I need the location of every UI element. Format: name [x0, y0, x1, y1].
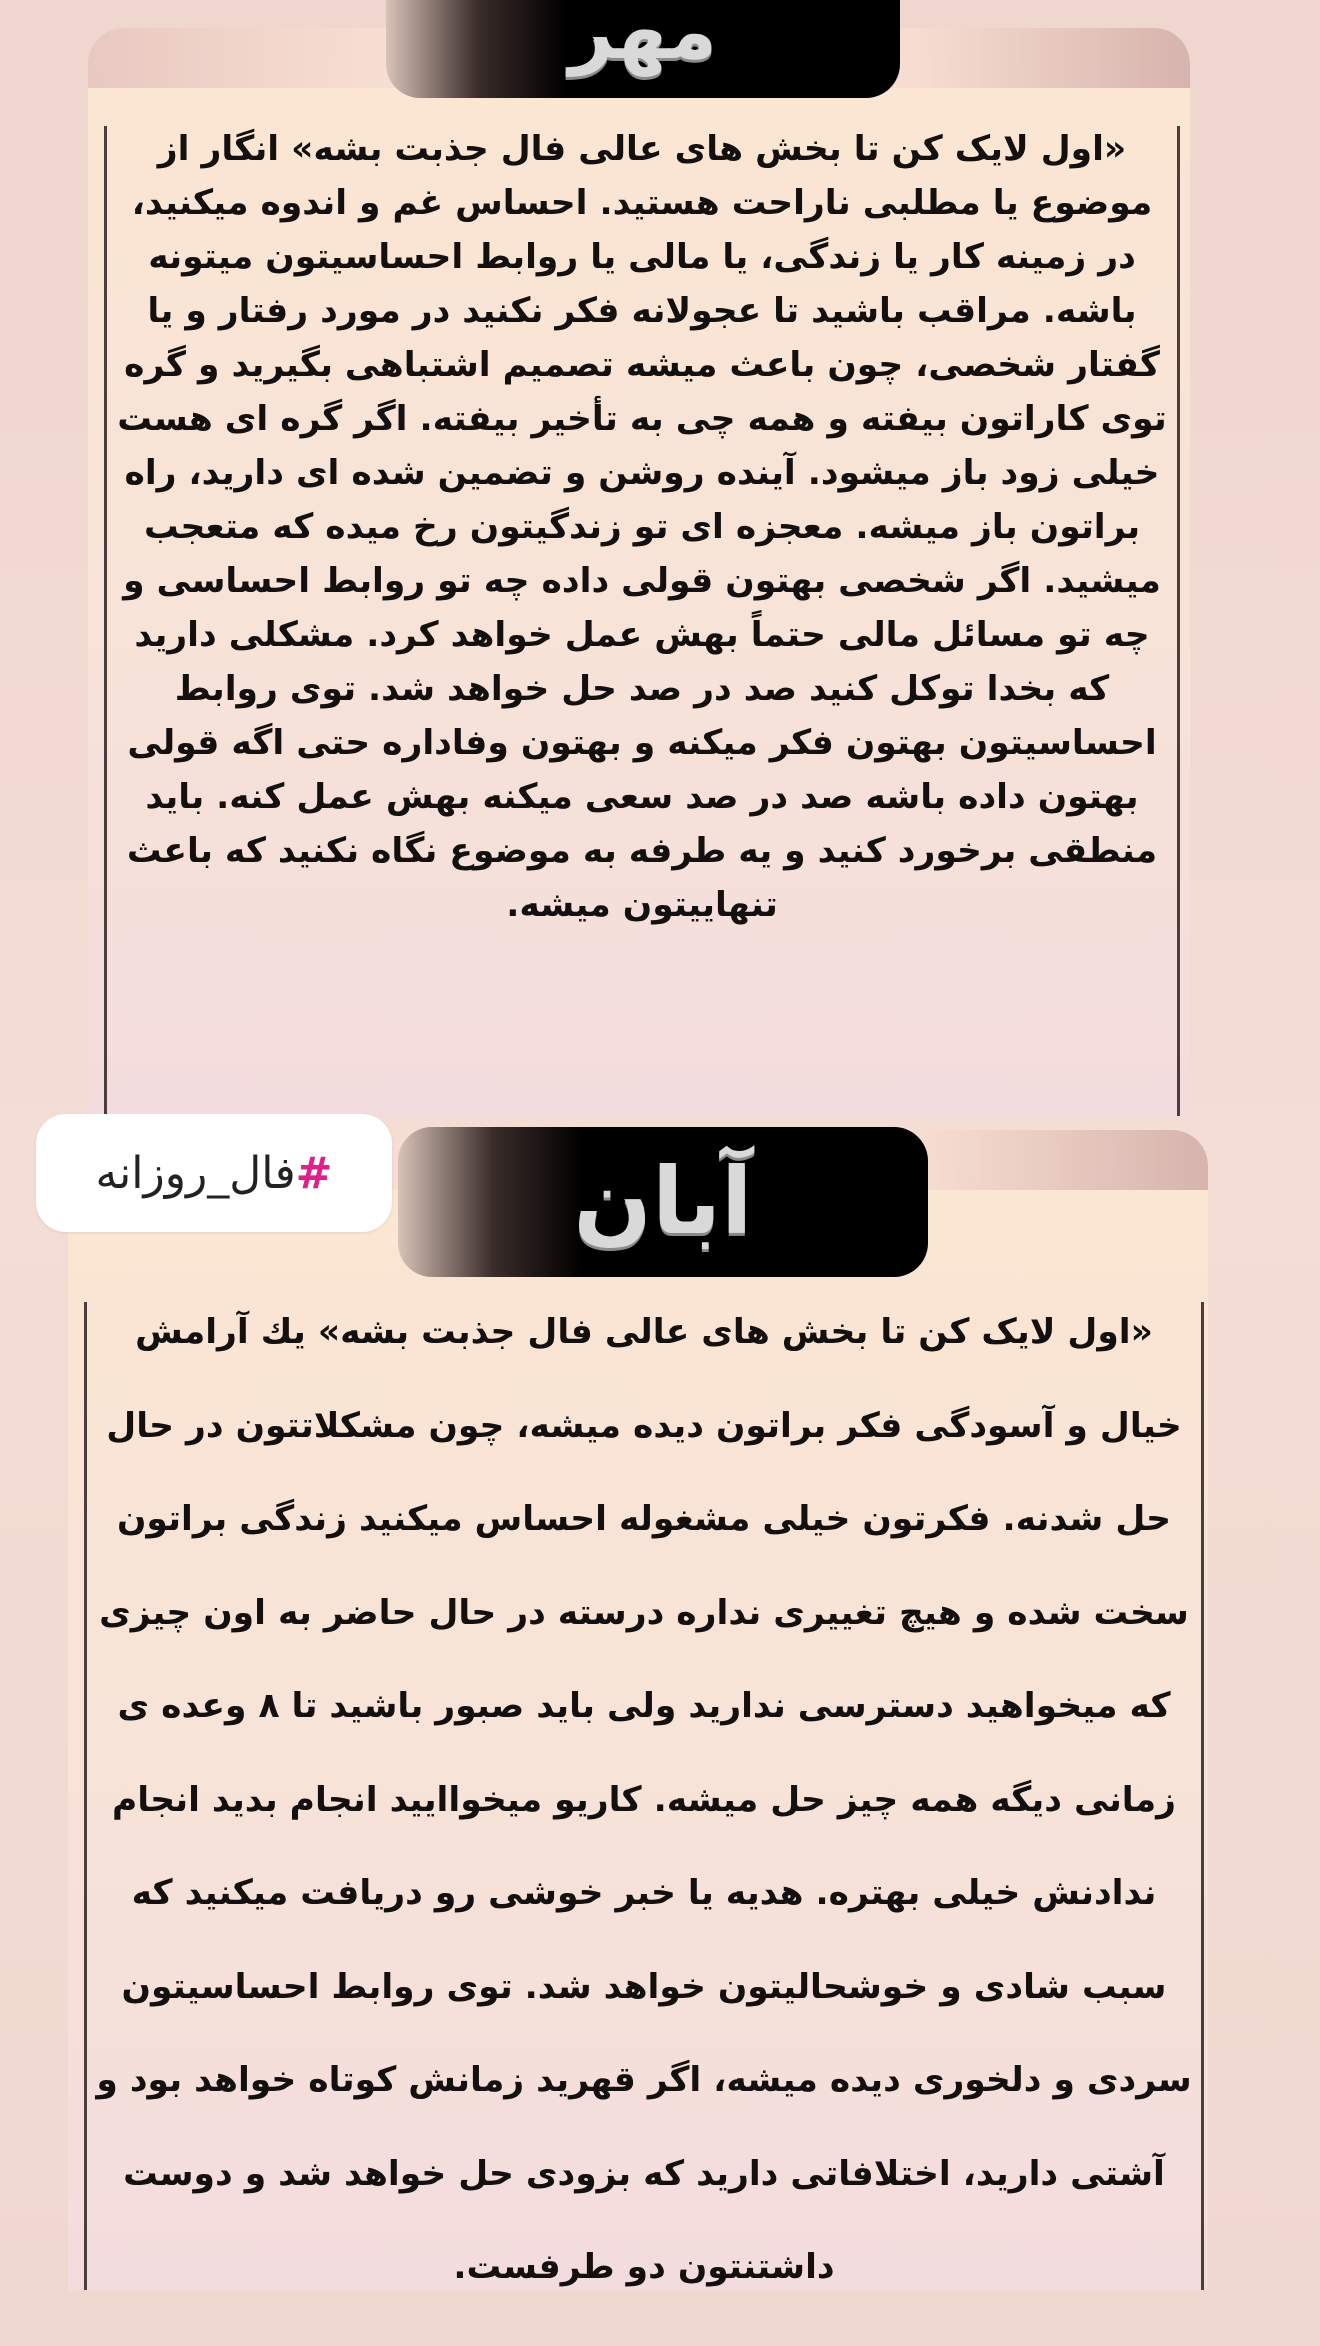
card-title: مهر: [568, 0, 718, 77]
card-body-text: «اول لایک کن تا بخش های عالی فال جذبت بشه» انگار از موضوع یا مطلبی ناراحت هستید. احساس غم و اندوه میکنید، در زمینه کار یا زندگی، یا مالی یا روابط احساسیتون میتونه باشه. مراقب باشید تا عجولانه فکر نکنید در مورد رفتار و یا گفتار شخصی، چون باعث میشه تصمیم اشتباهی بگیرید و گره توی کاراتون بیفته و همه چی به تأخیر بیفته. اگر گره ای هست خیلی زود باز میشود. آینده روشن و تضمین شده ای دارید، راه براتون باز میشه. معجزه ای تو زندگیتون رخ میده که متعجب میشید. اگر شخصی بهتون قولی داده چه تو روابط احساسی و چه تو مسائل مالی حتماً بهش عمل خواهد کرد. مشکلی دارید که بخدا توکل کنید صد در صد حل خواهد شد. توی روابط احساسیتون بهتون فکر میکنه و بهتون وفاداره حتی اگه قولی بهتون داده باشه صد در صد سعی میکنه بهش عمل کنه. باید منطقی برخورد کنید و یه طرفه به موضوع نگاه نکنید که باعث تنهاییتون میشه.: [117, 129, 1167, 925]
card-body-text: «اول لایک کن تا بخش های عالی فال جذبت بشه» یك آرامش خیال و آسودگی فکر براتون دیده میشه، چون مشکلاتتون در حال حل شدنه. فکرتون خیلی مشغوله احساس میکنید زندگی براتون سخت شده و هیچ تغییری نداره درسته در حال حاضر به اون چیزی که میخواهید دسترسی ندارید ولی باید صبور باشید تا ۸ وعده ی زمانی دیگه همه چیز حل میشه. کاریو میخواایید انجام بدید انجام ندادنش خیلی بهتره. هدیه یا خبر خوشی رو دریافت میکنید که سبب شادی و خوشحالیتون خواهد شد. توی روابط احساسیتون سردی و دلخوری دیده میشه، اگر قهرید زمانش کوتاه خواهد بود و آشتی دارید، اختلافاتی دارید که بزودی حل خواهد شد و دوست داشتنتون دو طرفست.: [96, 1312, 1192, 2287]
hashtag-pill[interactable]: [36, 1114, 392, 1232]
hashtag-text: فال_روزانه: [95, 1147, 296, 1199]
title-tab-mehr: [386, 0, 900, 98]
card-title: آبان: [573, 1148, 753, 1255]
hash-symbol: #: [295, 1147, 333, 1199]
title-tab-aban: [398, 1127, 928, 1277]
